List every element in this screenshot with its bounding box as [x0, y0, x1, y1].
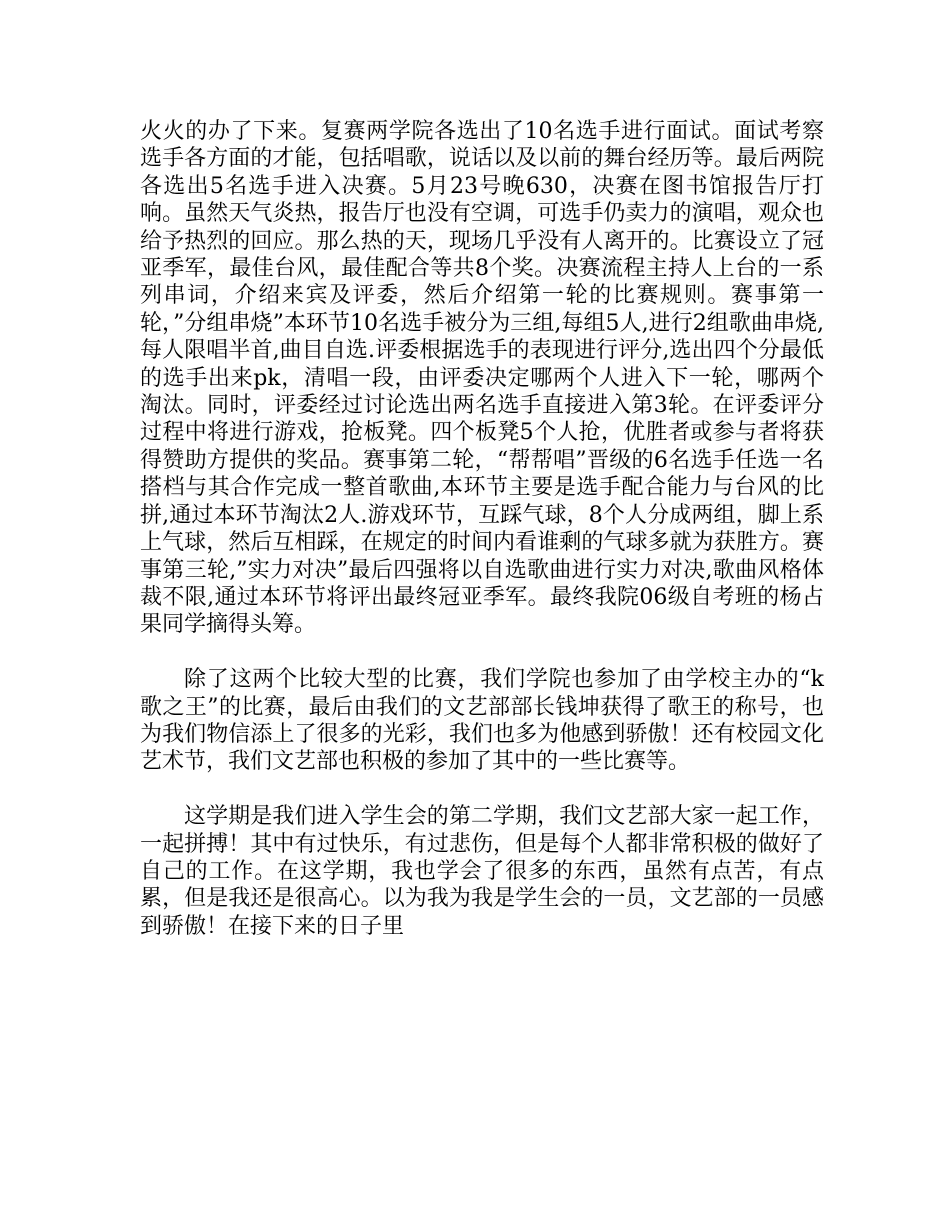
document-body: [140, 118, 824, 940]
paragraph-competition-details: 火火的办了下来。复赛两学院各选出了10名选手进行面试。面试考察选手各方面的才能，包括唱歌，说话以及以前的舞台经历等。最后两院各选出5名选手进入决赛。5月23号晚630，决赛在图书馆报告厅打响。虽然天气炎热，报告厅也没有空调，可选手仍卖力的演唱，观众也给予热烈的回应。那么热的天，现场几乎没有人离开的。比赛设立了冠亚季军，最佳台风，最佳配合等共8个奖。决赛流程主持人上台的一系列串词，介绍来宾及评委，然后介绍第一轮的比赛规则。赛事第一轮，”分组串烧”本环节10名选手被分为三组,每组5人,进行2组歌曲串烧,每人限唱半首,曲目自选.评委根据选手的表现进行评分,选出四个分最低的选手出来pk，清唱一段，由评委决定哪两个人进入下一轮，哪两个淘汰。同时，评委经过讨论选出两名选手直接进入第3轮。在评委评分过程中将进行游戏，抢板凳。四个板凳5个人抢，优胜者或参与者将获得赞助方提供的奖品。赛事第二轮，“帮帮唱”晋级的6名选手任选一名搭档与其合作完成一整首歌曲,本环节主要是选手配合能力与台风的比拼,通过本环节淘汰2人.游戏环节，互踩气球，8个人分成两组，脚上系上气球，然后互相踩，在规定的时间内看谁剩的气球多就为获胜方。赛事第三轮,”实力对决”最后四强将以自选歌曲进行实力对决,歌曲风格体裁不限,通过本环节将评出最终冠亚季军。最终我院06级自考班的杨占果同学摘得头筹。: [140, 119, 824, 638]
paragraph-semester-reflection: 这学期是我们进入学生会的第二学期，我们文艺部大家一起工作，一起拼搏！其中有过快乐，有过悲伤，但是每个人都非常积极的做好了自己的工作。在这学期，我也学会了很多的东西，虽然有点苦，有点累，但是我还是很高心。以为我为我是学生会的一员，文艺部的一员感到骄傲！在接下来的日子里: [140, 804, 824, 939]
paragraph-k-song-king: 除了这两个比较大型的比赛，我们学院也参加了由学校主办的“k歌之王”的比赛，最后由我们的文艺部部长钱坤获得了歌王的称号，也为我们物信添上了很多的光彩，我们也多为他感到骄傲！还有校园文化艺术节，我们文艺部也积极的参加了其中的一些比赛等。: [140, 667, 824, 775]
